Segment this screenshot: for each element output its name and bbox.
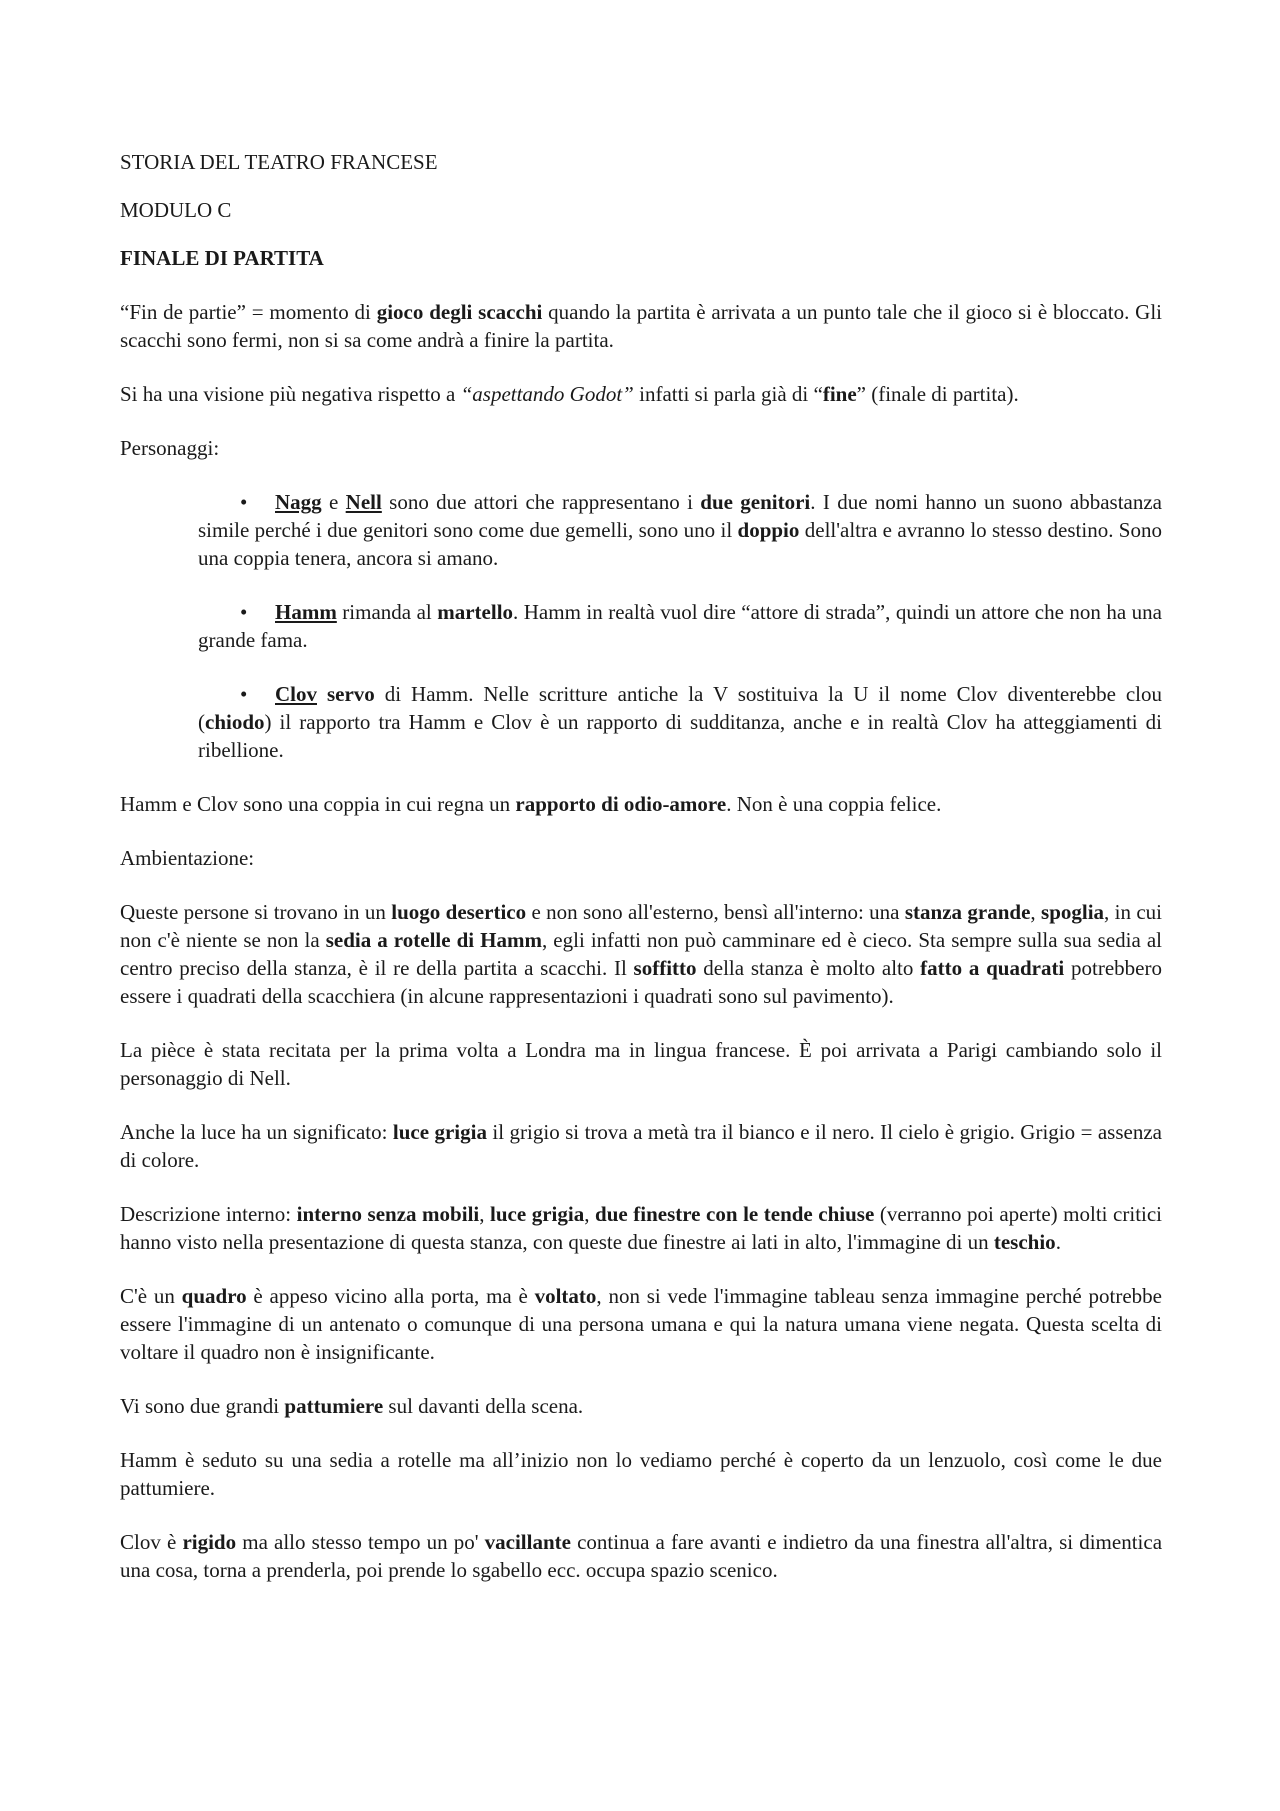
paragraph-stanza: Queste persone si trovano in un luogo desertico e non sono all'esterno, bensì all'interno: una stanza grande, spoglia, in cui non c'è niente se non la sedia a rotelle di Hamm, egli infatti non può camminare ed è cieco. Sta sempre sulla sua sedia al centro preciso della stanza, è il re della partita a scacchi. Il soffitto della stanza è molto alto fatto a quadrati potrebbero essere i quadrati della scacchiera (in alcune rappresentazioni i quadrati sono sul pavimento). xyxy=(120,900,1163,1008)
characters-list xyxy=(120,488,1162,764)
ambientazione-label: Ambientazione: xyxy=(120,846,255,870)
paragraph-fin-de-partie: “Fin de partie” = momento di gioco degli scacchi quando la partita è arrivata a un punto tale che il gioco si è bloccato. Gli scacchi sono fermi, non si sa come andrà a finire la partita. xyxy=(120,300,1162,352)
list-item: • Hamm rimanda al martello. Hamm in realtà vuol dire “attore di strada”, quindi un attore che non ha una grande fama. xyxy=(198,600,1162,652)
paragraph-pattumiere: Vi sono due grandi pattumiere sul davanti della scena. xyxy=(120,1394,584,1418)
list-item: • Clov servo di Hamm. Nelle scritture antiche la V sostituiva la U il nome Clov diventerebbe clou (chiodo) il rapporto tra Hamm e Clov è un rapporto di sudditanza, anche e in realtà Clov ha atteggiamenti di ribellione. xyxy=(198,682,1162,762)
bullet-icon: • xyxy=(198,600,248,624)
paragraph-quadro: C'è un quadro è appeso vicino alla porta, ma è voltato, non si vede l'immagine tableau senza immagine perché potrebbe essere l'immagine di un antenato o comunque di una persona umana e qui la natura umana viene negata. Questa scelta di voltare il quadro non è insignificante. xyxy=(120,1284,1162,1364)
paragraph-londra: La pièce è stata recitata per la prima volta a Londra ma in lingua francese. È poi arrivata a Parigi cambiando solo il personaggio di Nell. xyxy=(120,1038,1162,1090)
paragraph-clov: Clov è rigido ma allo stesso tempo un po' vacillante continua a fare avanti e indietro da una finestra all'altra, si dimentica una cosa, torna a prenderla, poi prende lo sgabello ecc. occupa spazio scenico. xyxy=(120,1530,1163,1582)
paragraph-interno: Descrizione interno: interno senza mobili, luce grigia, due finestre con le tende chiuse (verranno poi aperte) molti critici hanno visto nella presentazione di questa stanza, con queste due finestre ai lati in alto, l'immagine di un teschio. xyxy=(120,1202,1163,1254)
section-heading: FINALE DI PARTITA xyxy=(120,246,324,270)
bullet-icon: • xyxy=(198,490,248,514)
paragraph-odio-amore: Hamm e Clov sono una coppia in cui regna un rapporto di odio-amore. Non è una coppia felice. xyxy=(120,792,942,816)
document-title: STORIA DEL TEATRO FRANCESE xyxy=(120,150,438,174)
list-item: • Nagg e Nell sono due attori che rappresentano i due genitori. I due nomi hanno un suono abbastanza simile perché i due genitori sono come due gemelli, sono uno il doppio dell'altra e avranno lo stesso destino. Sono una coppia tenera, ancora si amano. xyxy=(198,490,1162,570)
personaggi-label: Personaggi: xyxy=(120,436,220,460)
paragraph-visione-negativa: Si ha una visione più negativa rispetto a “aspettando Godot” infatti si parla già di “fine” (finale di partita). xyxy=(120,382,1019,406)
bullet-icon: • xyxy=(198,682,248,706)
module-label: MODULO C xyxy=(120,198,232,222)
paragraph-hamm-seduto: Hamm è seduto su una sedia a rotelle ma all’inizio non lo vediamo perché è coperto da un lenzuolo, così come le due pattumiere. xyxy=(120,1448,1162,1500)
paragraph-luce: Anche la luce ha un significato: luce grigia il grigio si trova a metà tra il bianco e il nero. Il cielo è grigio. Grigio = assenza di colore. xyxy=(120,1120,1162,1172)
